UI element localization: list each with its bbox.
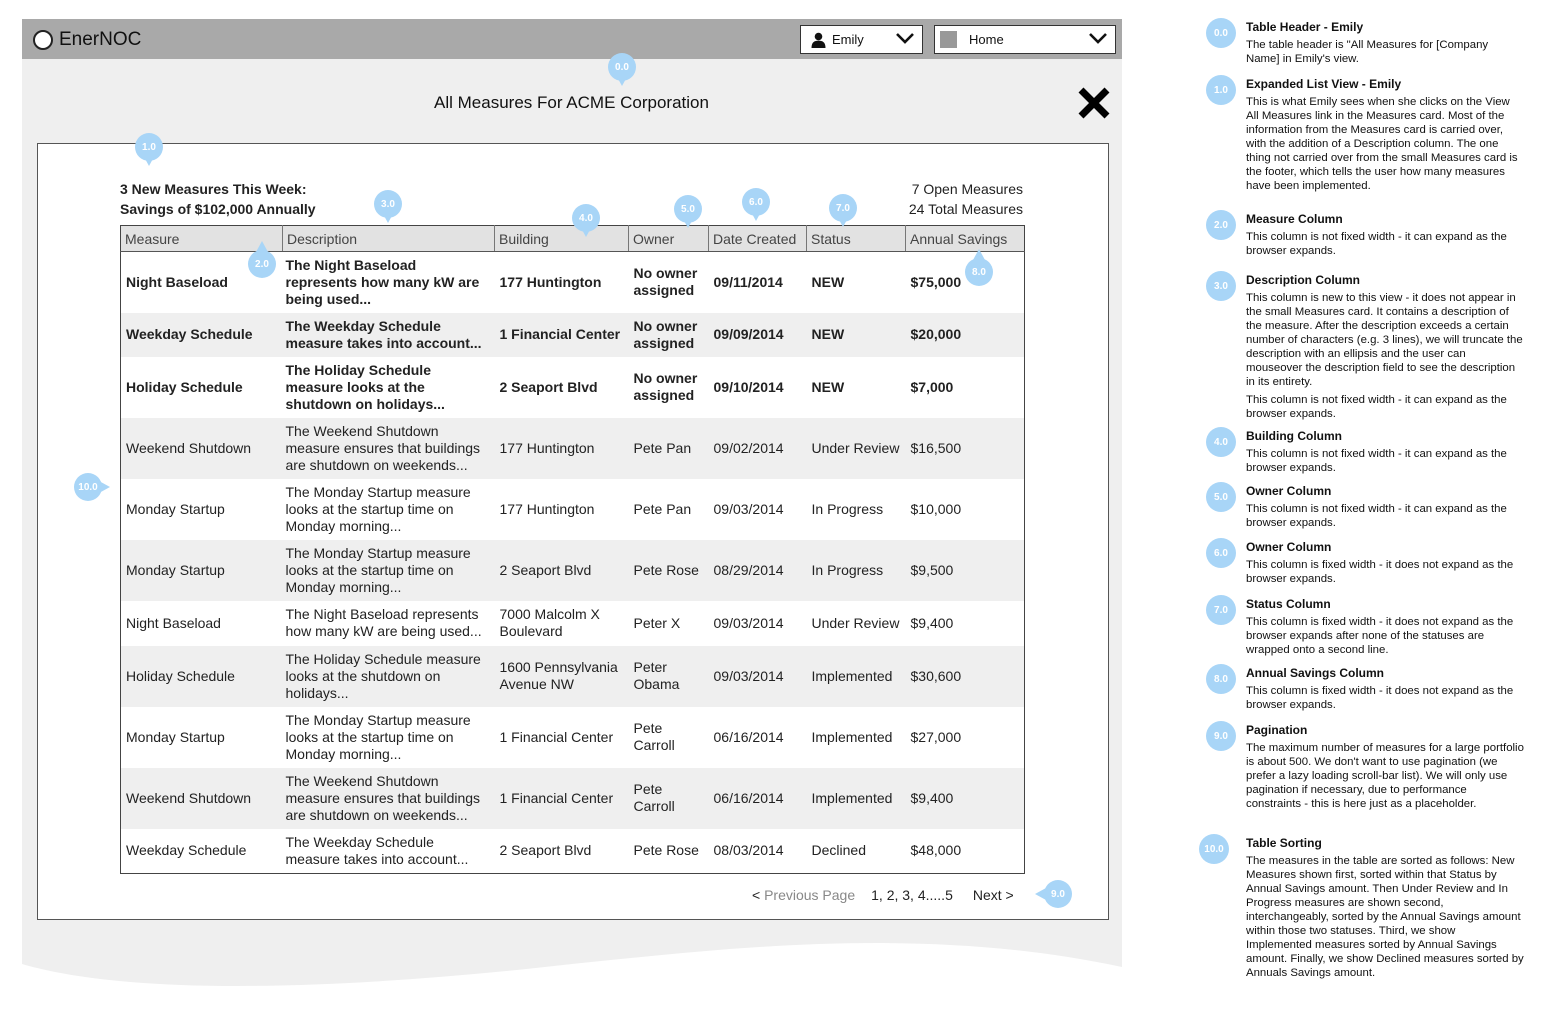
new-measures-summary <box>120 179 316 219</box>
enernoc-logo[interactable] <box>33 29 141 51</box>
cell-date-created: 09/10/2014 <box>713 378 784 395</box>
cell-annual-savings: $75,000 <box>910 273 962 290</box>
previous-page-label: Previous Page <box>764 887 856 903</box>
note-body <box>1246 502 1524 530</box>
cell-measure: Weekend Shutdown <box>126 789 252 806</box>
note-body <box>1246 684 1524 712</box>
note-body <box>1246 558 1524 586</box>
cell-annual-savings: $9,400 <box>910 789 954 806</box>
measures-totals <box>909 179 1023 219</box>
cell-annual-savings: $20,000 <box>910 326 962 342</box>
cell-description[interactable]: The Night Baseload represents how many kW are being used... <box>285 256 480 307</box>
cell-owner: Peter Obama <box>633 659 680 692</box>
note-paragraph: The table header is "All Measures for [Company Name] in Emily's view. <box>1246 39 1489 65</box>
measures-table-body <box>121 252 1025 874</box>
cell-date-created: 06/16/2014 <box>713 789 784 806</box>
cell-status: In Progress <box>811 500 884 517</box>
note-body <box>1246 95 1524 193</box>
cell-owner: Pete Carroll <box>633 781 675 814</box>
note-paragraph: This column is fixed width - it does not expand as the browser expands. <box>1246 559 1514 585</box>
total-measures-count: 24 Total Measures <box>908 201 1023 217</box>
note-number-marker: 3.0 <box>1206 271 1236 301</box>
note-paragraph: This column is not fixed width - it can expand as the browser expands. <box>1246 394 1507 420</box>
callout-marker: 1.0 <box>135 133 163 161</box>
cell-date-created: 09/03/2014 <box>713 614 784 631</box>
cell-date-created: 06/16/2014 <box>713 728 784 745</box>
note-body <box>1246 291 1524 421</box>
cell-annual-savings: $9,500 <box>910 561 954 578</box>
callout-marker: 3.0 <box>374 190 402 218</box>
cell-annual-savings: $16,500 <box>910 439 962 456</box>
column-header-owner[interactable]: Owner <box>629 226 709 252</box>
note-title: Table Header - Emily <box>1246 20 1364 34</box>
cell-building: 1 Financial Center <box>499 728 614 745</box>
note-number-marker: 7.0 <box>1206 595 1236 625</box>
page-title: All Measures For ACME Corporation <box>434 93 709 112</box>
cell-owner: Pete Rose <box>633 561 699 578</box>
mockup-frame <box>22 19 1122 999</box>
top-bar <box>22 19 1122 59</box>
cell-status: NEW <box>811 273 845 290</box>
table-row[interactable] <box>121 418 1025 479</box>
note-body <box>1246 447 1524 475</box>
callout-marker: 10.0 <box>74 473 102 501</box>
cell-measure: Weekday Schedule <box>126 326 253 342</box>
cell-description[interactable]: The Weekday Schedule measure takes into account... <box>285 833 469 867</box>
callout-marker: 7.0 <box>829 194 857 222</box>
note-number-marker: 2.0 <box>1206 210 1236 240</box>
cell-building: 2 Seaport Blvd <box>499 842 592 859</box>
cell-annual-savings: $9,400 <box>910 614 954 631</box>
cell-building: 177 Huntington <box>499 439 595 456</box>
note-body <box>1246 230 1524 258</box>
note-title: Description Column <box>1246 273 1361 287</box>
new-measures-savings: Savings of $102,000 Annually <box>120 201 316 217</box>
cell-description[interactable]: The Monday Startup measure looks at the startup time on Monday morning... <box>285 544 471 595</box>
cell-owner: Pete Carroll <box>633 720 675 753</box>
note-title: Table Sorting <box>1246 836 1322 850</box>
cell-measure: Weekend Shutdown <box>126 439 252 456</box>
next-page-link[interactable]: Next > <box>972 887 1014 903</box>
callout-marker: 2.0 <box>248 250 276 278</box>
note-number-marker: 9.0 <box>1206 721 1236 751</box>
note-number-marker: 10.0 <box>1199 834 1229 864</box>
table-row[interactable] <box>121 707 1025 768</box>
cell-status: NEW <box>811 378 845 395</box>
cell-description[interactable]: The Holiday Schedule measure looks at the shutdown on holidays... <box>285 361 445 412</box>
cell-building: 1 Financial Center <box>499 789 614 806</box>
cell-description[interactable]: The Night Baseload represents how many kW are being used... <box>285 606 482 639</box>
open-measures-count: 7 Open Measures <box>911 181 1023 197</box>
cell-status: Under Review <box>811 614 900 631</box>
cell-owner: Pete Rose <box>633 842 699 859</box>
cell-building: 7000 Malcolm X Boulevard <box>499 606 600 639</box>
note-title: Status Column <box>1246 597 1331 611</box>
callout-marker: 9.0 <box>1044 880 1072 908</box>
column-header-status[interactable]: Status <box>807 226 906 252</box>
cell-building: 177 Huntington <box>499 273 602 290</box>
callout-marker: 0.0 <box>608 53 636 81</box>
note-body <box>1246 615 1524 657</box>
note-paragraph: This column is not fixed width - it can expand as the browser expands. <box>1246 231 1507 257</box>
note-title: Pagination <box>1246 723 1308 737</box>
note-body <box>1246 38 1524 66</box>
cell-annual-savings: $30,600 <box>910 667 962 684</box>
cell-annual-savings: $27,000 <box>910 728 962 745</box>
cell-measure: Monday Startup <box>126 500 225 517</box>
cell-owner: Pete Pan <box>633 500 692 517</box>
cell-description[interactable]: The Weekend Shutdown measure ensures that buildings are shutdown on weekends... <box>285 772 481 823</box>
note-paragraph: This column is new to this view - it does not appear in the small Measures card. It contains a description of the measure. After the description exceeds a certain number of characters (e.g. 3 lines), we will truncate the description with an ellipsis and the user can mouseover the description field to see the description in its entirety. <box>1246 292 1523 388</box>
cell-status: Implemented <box>811 667 893 684</box>
table-row[interactable] <box>121 313 1025 357</box>
table-row[interactable] <box>121 357 1025 418</box>
column-header-building[interactable]: Building <box>495 226 629 252</box>
cell-owner: Peter X <box>633 614 681 631</box>
column-header-annual-savings[interactable]: Annual Savings <box>906 226 1025 252</box>
cell-annual-savings: $48,000 <box>910 842 962 859</box>
cell-building: 1 Financial Center <box>499 326 621 342</box>
note-number-marker: 5.0 <box>1206 482 1236 512</box>
previous-arrow: < <box>752 887 761 903</box>
page-numbers[interactable]: 1, 2, 3, 4.....5 <box>871 887 953 903</box>
note-paragraph: This column is fixed width - it does not expand as the browser expands. <box>1246 685 1514 711</box>
note-title: Annual Savings Column <box>1246 666 1385 680</box>
table-row[interactable] <box>121 829 1025 874</box>
cell-owner: No owner assigned <box>633 370 698 403</box>
site-dropdown[interactable] <box>934 25 1116 54</box>
site-dropdown-value: Home <box>969 32 1004 47</box>
note-title: Measure Column <box>1246 212 1343 226</box>
cell-building: 2 Seaport Blvd <box>499 378 598 395</box>
user-dropdown[interactable] <box>800 25 923 54</box>
cell-building: 1600 Pennsylvania Avenue NW <box>499 659 618 692</box>
note-title: Owner Column <box>1246 484 1332 498</box>
note-paragraph: The maximum number of measures for a large portfolio is about 500. We don't want to use pagination (we prefer a lazy loading scroll-bar list). We will only use pagination if necessary, due to performance constraints - this is here just as a placeholder. <box>1246 742 1524 810</box>
user-dropdown-value: Emily <box>832 32 864 47</box>
table-row[interactable] <box>121 768 1025 829</box>
cell-status: Under Review <box>811 439 900 456</box>
note-paragraph: This column is fixed width - it does not expand as the browser expands after none of the statuses are wrapped onto a second line. <box>1246 616 1514 656</box>
note-title: Owner Column <box>1246 540 1332 554</box>
note-body <box>1246 854 1524 980</box>
chevron-down-icon <box>894 31 918 48</box>
note-paragraph: This is what Emily sees when she clicks on the View All Measures link in the Measures card. Most of the information from the Measures card is carried over, with the addition of a Description column. The one thing not carried over from the small Measures card is the footer, which tells the user how many measures have been implemented. <box>1246 96 1518 192</box>
note-paragraph: The measures in the table are sorted as follows: New Measures shown first, sorted within that Status by Annual Savings amount. Then Under Review and In Progress measures are shown second, interchangeably, sorted by the Annual Savings amount within those two statuses. Third, we show Implemented measures sorted by Annual Savings amount. Finally, we show Declined measures sorted by Annuals Savings amount. <box>1246 855 1524 979</box>
close-icon[interactable] <box>1076 85 1112 121</box>
cell-date-created: 09/11/2014 <box>713 273 783 290</box>
cell-date-created: 09/09/2014 <box>713 326 784 342</box>
callout-marker: 5.0 <box>674 195 702 223</box>
cell-measure: Monday Startup <box>126 561 225 578</box>
site-thumbnail-icon <box>940 31 957 48</box>
table-row[interactable] <box>121 540 1025 601</box>
cell-measure: Holiday Schedule <box>126 378 243 395</box>
note-title: Building Column <box>1246 429 1342 443</box>
cell-building: 177 Huntington <box>499 500 595 517</box>
new-measures-count: 3 New Measures This Week: <box>120 181 307 197</box>
column-header-measure[interactable]: Measure <box>121 226 283 252</box>
note-paragraph: This column is not fixed width - it can expand as the browser expands. <box>1246 448 1507 474</box>
cell-description[interactable]: The Weekday Schedule measure takes into account... <box>285 317 482 351</box>
logo-text: EnerNOC <box>59 29 142 50</box>
measures-table <box>120 225 1025 874</box>
cell-date-created: 09/02/2014 <box>713 439 784 456</box>
cell-measure: Monday Startup <box>126 728 225 745</box>
cell-owner: No owner assigned <box>633 317 698 351</box>
note-number-marker: 0.0 <box>1206 18 1236 48</box>
callout-marker: 8.0 <box>965 258 993 286</box>
cell-description[interactable]: The Weekend Shutdown measure ensures that buildings are shutdown on weekends... <box>285 422 481 473</box>
note-body <box>1246 741 1524 811</box>
table-row[interactable] <box>121 479 1025 540</box>
cell-description[interactable]: The Monday Startup measure looks at the startup time on Monday morning... <box>285 711 471 762</box>
cell-owner: No owner assigned <box>633 265 698 299</box>
cell-date-created: 08/03/2014 <box>713 842 784 859</box>
column-header-description[interactable]: Description <box>283 226 495 252</box>
cell-status: Implemented <box>811 789 893 806</box>
cell-annual-savings: $7,000 <box>910 378 954 395</box>
cell-status: NEW <box>811 326 845 342</box>
cell-measure: Weekday Schedule <box>126 842 247 859</box>
cell-status: Declined <box>811 842 866 859</box>
table-row[interactable] <box>121 601 1025 646</box>
cell-measure: Night Baseload <box>126 614 221 631</box>
callout-marker: 6.0 <box>742 188 770 216</box>
cell-measure: Holiday Schedule <box>126 667 235 684</box>
note-title: Expanded List View - Emily <box>1246 77 1402 91</box>
previous-page-link[interactable] <box>752 887 855 903</box>
cell-status: In Progress <box>811 561 884 578</box>
chevron-down-icon <box>1087 31 1111 48</box>
logo-ring-icon <box>33 30 53 50</box>
cell-description[interactable]: The Monday Startup measure looks at the startup time on Monday morning... <box>285 483 471 534</box>
note-number-marker: 6.0 <box>1206 538 1236 568</box>
note-number-marker: 4.0 <box>1206 427 1236 457</box>
callout-marker: 4.0 <box>572 204 600 232</box>
cell-date-created: 09/03/2014 <box>713 500 784 517</box>
pagination <box>752 887 1014 903</box>
cell-building: 2 Seaport Blvd <box>499 561 592 578</box>
cell-status: Implemented <box>811 728 893 745</box>
cell-measure: Night Baseload <box>126 273 228 290</box>
cell-date-created: 09/03/2014 <box>713 667 784 684</box>
annotation-notes <box>1202 0 1557 1019</box>
cell-owner: Pete Pan <box>633 439 692 456</box>
note-number-marker: 1.0 <box>1206 75 1236 105</box>
user-icon <box>810 32 826 48</box>
note-paragraph: This column is not fixed width - it can expand as the browser expands. <box>1246 503 1507 529</box>
cell-description[interactable]: The Holiday Schedule measure looks at the shutdown on holidays... <box>285 650 481 701</box>
cell-annual-savings: $10,000 <box>910 500 962 517</box>
column-header-date-created[interactable]: Date Created <box>709 226 807 252</box>
note-number-marker: 8.0 <box>1206 664 1236 694</box>
table-row[interactable] <box>121 646 1025 707</box>
cell-date-created: 08/29/2014 <box>713 561 784 578</box>
